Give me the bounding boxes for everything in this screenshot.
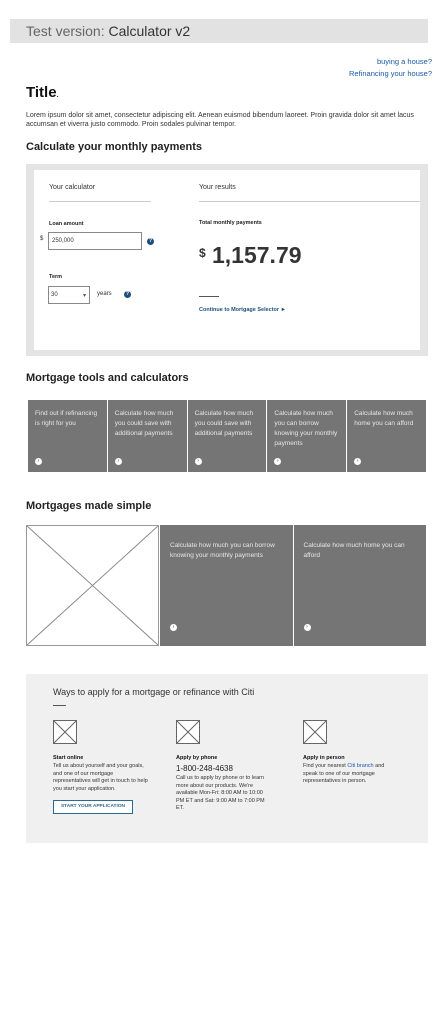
top-bar (10, 19, 428, 43)
phone-number[interactable]: 1-800-248-4638 (176, 764, 233, 773)
apply-person-desc-text: and speak to one of our mortgage representatives in person. (303, 763, 385, 784)
loan-amount-label: Loan amount (49, 221, 84, 227)
apply-person-desc (303, 763, 398, 786)
term-label: Term (49, 274, 63, 280)
tab-your-results[interactable]: Your results (199, 184, 236, 191)
app-name: Calculator v2 (108, 23, 191, 39)
tools-heading: Mortgage tools and calculators (26, 372, 189, 384)
apply-online-title: Start online (53, 755, 84, 761)
page-title (26, 84, 59, 101)
apply-person-title: Apply in person (303, 755, 345, 761)
simple-section (26, 525, 426, 646)
apply-person-column (303, 720, 398, 786)
loan-amount-input[interactable]: 250,000 (48, 232, 142, 250)
tool-tile[interactable] (28, 400, 107, 472)
total-monthly-label: Total monthly payments (199, 220, 262, 226)
image-placeholder-icon (53, 720, 77, 744)
tool-tile[interactable] (108, 400, 187, 472)
apply-phone-column (176, 720, 271, 813)
tool-tile[interactable] (347, 400, 426, 472)
ways-to-apply-panel (26, 674, 428, 843)
arrow-right-icon: › (304, 624, 311, 631)
tools-tiles (28, 400, 426, 472)
apply-online-desc: Tell us about yourself and your goals, and one of our mortgage representatives will get in touch to help you start your application. (53, 763, 148, 792)
calculator-card (34, 170, 420, 350)
arrow-right-icon: › (195, 458, 202, 465)
tool-tile-text: Calculate how much home you can afford (354, 410, 414, 427)
intro-text: Lorem ipsum dolor sit amet, consectetur adipiscing elit. Aenean euismod bibendum laoreet. Proin gravida dolor sit amet lacus accumsan et viverra justo commodo. Proin sodales pulvinar tempor. (26, 112, 414, 128)
version-prefix: Test version: (26, 23, 105, 39)
ways-title: Ways to apply for a mortgage or refinance with Citi (53, 687, 255, 697)
simple-tile[interactable] (294, 525, 427, 646)
apply-person-desc-text: Find your nearest (303, 763, 348, 769)
start-application-button[interactable]: START YOUR APPLICATION (53, 800, 133, 814)
simple-tile-text: Calculate how much home you can afford (303, 542, 405, 559)
image-placeholder-icon (303, 720, 327, 744)
total-currency: $ (199, 246, 206, 260)
chevron-down-icon: ▾ (82, 293, 86, 299)
currency-symbol: $ (40, 236, 44, 242)
simple-tile-text: Calculate how much you can borrow knowing your monthly payments (170, 542, 275, 559)
calculator-panel (26, 164, 428, 356)
refinancing-house-link[interactable]: Refinancing your house? (349, 69, 432, 78)
title-period: . (56, 92, 59, 99)
tab-divider (199, 201, 420, 202)
term-unit: years (97, 291, 112, 297)
apply-phone-title: Apply by phone (176, 755, 218, 761)
continue-mortgage-selector-link[interactable]: Continue to Mortgage Selector ► (199, 307, 287, 313)
result-divider (199, 296, 219, 297)
term-select[interactable] (48, 286, 90, 304)
image-placeholder-icon (26, 525, 159, 646)
tool-tile-text: Find out if refinancing is right for you (35, 410, 98, 427)
arrow-right-icon: › (115, 458, 122, 465)
tool-tile-text: Calculate how much you could save with additional payments (194, 410, 254, 437)
tool-tile-text: Calculate how much you could save with additional payments (114, 410, 174, 437)
tab-your-calculator[interactable]: Your calculator (49, 184, 96, 191)
tool-tile[interactable] (188, 400, 267, 472)
apply-phone-desc: Call us to apply by phone or to learn more about our products. We're available Mon-Fri: 8:00 AM to 10:00 PM ET and Sat: 9:00 AM to 7:00 PM ET. (176, 775, 265, 811)
help-icon[interactable]: ? (125, 291, 130, 297)
term-value: 30 (51, 292, 58, 298)
version-title (26, 23, 190, 39)
tool-tile-text: Calculate how much you can borrow knowing your monthly payments (274, 410, 338, 447)
simple-tile[interactable] (160, 525, 293, 646)
image-placeholder-icon (176, 720, 200, 744)
arrow-right-icon: › (354, 458, 361, 465)
arrow-right-icon: › (35, 458, 42, 465)
tool-tile[interactable] (267, 400, 346, 472)
calculator-heading: Calculate your monthly payments (26, 141, 203, 153)
citi-branch-link[interactable]: Citi branch (347, 763, 374, 769)
buying-house-link[interactable]: buying a house? (376, 57, 432, 66)
simple-heading: Mortgages made simple (26, 500, 152, 512)
arrow-right-icon: › (170, 624, 177, 631)
apply-online-column (53, 720, 148, 814)
arrow-right-icon: › (274, 458, 281, 465)
page-title-text: Title (26, 84, 57, 101)
ways-divider (53, 705, 66, 706)
help-icon[interactable]: ? (148, 238, 153, 244)
tab-divider (49, 201, 151, 202)
total-monthly-amount: 1,157.79 (212, 242, 302, 268)
